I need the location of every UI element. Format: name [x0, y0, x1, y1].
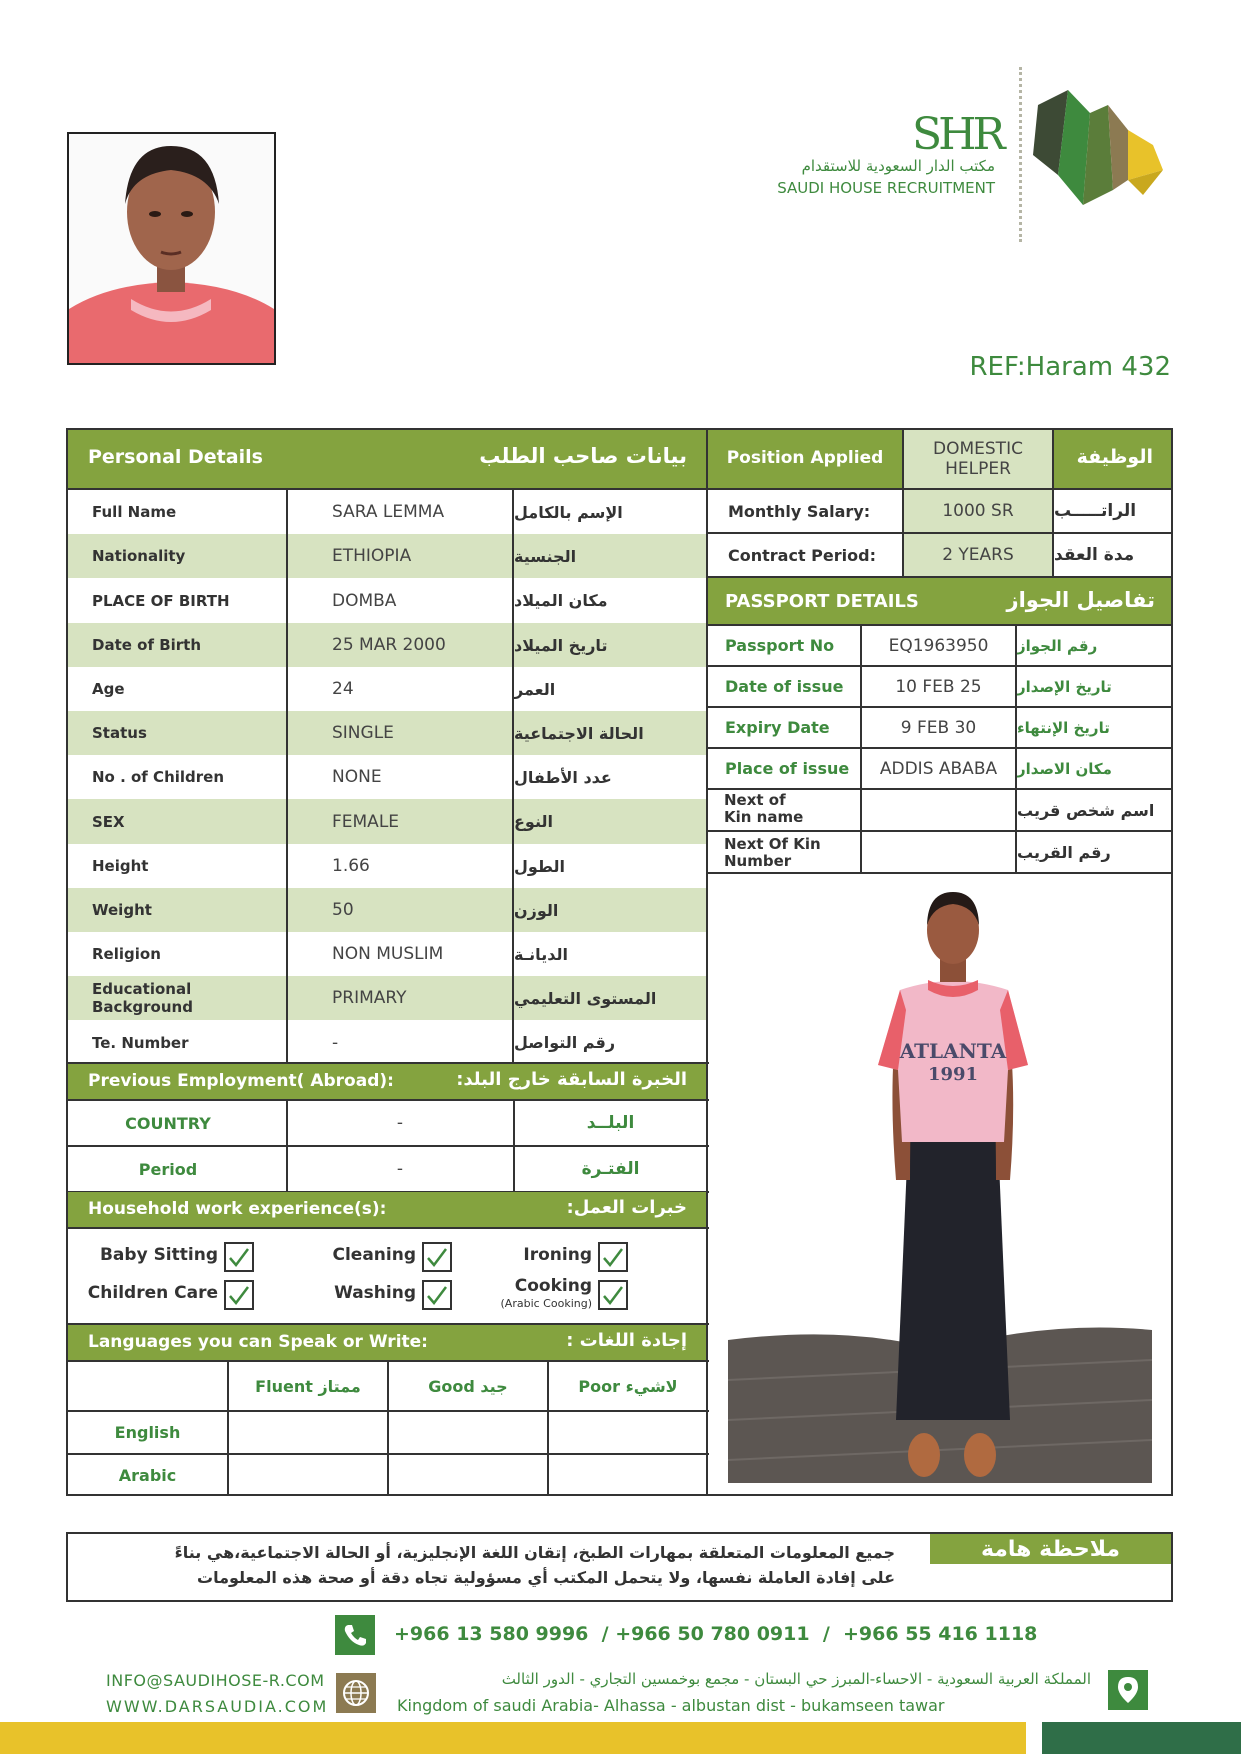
- language-level-header: Good جيد: [428, 1376, 508, 1396]
- divider: [387, 1360, 389, 1496]
- position-value: DOMESTIC HELPER: [933, 439, 1023, 479]
- language-level-cell[interactable]: [549, 1412, 707, 1453]
- personal-row-arabic: العمر: [514, 679, 556, 699]
- passport-row-arabic: مكان الاصدار: [1017, 759, 1112, 778]
- personal-row-value: 25 MAR 2000: [288, 623, 512, 667]
- globe-icon: [336, 1673, 376, 1713]
- skill-sublabel: (Arabic Cooking): [500, 1297, 592, 1310]
- kin-name-label-line1: Next of: [724, 791, 786, 809]
- passport-title: PASSPORT DETAILS: [725, 591, 919, 612]
- passport-row-label: Date of issue: [725, 677, 844, 696]
- divider: [66, 1227, 709, 1229]
- household-header: [68, 1192, 707, 1227]
- divider: [286, 488, 288, 1064]
- skill-label: Children Care: [87, 1283, 218, 1303]
- passport-row-arabic: تاريخ الإنتهاء: [1017, 718, 1110, 737]
- personal-row-label: Weight: [68, 888, 286, 932]
- personal-row-arabic: المستوى التعليمي: [514, 976, 707, 1020]
- language-level-header: Poor لاشيء: [578, 1376, 678, 1396]
- kin-name-arabic: اسم شخص قريب: [1017, 800, 1155, 820]
- passport-row-label: Place of issue: [725, 759, 850, 778]
- checkmark-icon: [228, 1246, 250, 1268]
- personal-row-label: Age: [92, 680, 125, 698]
- position-label-cell: [708, 430, 902, 488]
- checkmark-icon: [602, 1284, 624, 1306]
- logo-emblem: [1028, 85, 1178, 225]
- skill-checkbox[interactable]: [224, 1242, 254, 1272]
- salary-label: Monthly Salary:: [728, 501, 871, 521]
- skill-label: Cooking: [514, 1276, 592, 1296]
- divider: [706, 872, 1173, 874]
- language-level-cell[interactable]: [389, 1455, 547, 1496]
- kin-number-label: [724, 836, 821, 870]
- personal-row-label: Religion: [92, 945, 161, 963]
- personal-row-value: FEMALE: [288, 799, 512, 844]
- contract-arabic: مدة العقد: [1054, 545, 1135, 565]
- position-label: Position Applied: [726, 448, 884, 468]
- personal-row-value: NONE: [332, 767, 382, 787]
- employment-row-arabic: البلــد: [586, 1113, 635, 1133]
- personal-row-arabic: تاريخ الميلاد: [514, 623, 707, 667]
- passport-header: [708, 578, 1171, 624]
- checkmark-icon: [602, 1246, 624, 1268]
- employment-row-label: Period: [138, 1159, 198, 1179]
- personal-row-label: SEX: [68, 799, 286, 844]
- personal-row-label: Nationality: [68, 534, 286, 578]
- skill-label: Ironing: [523, 1245, 592, 1265]
- shirt-print-line1: ATLANTA: [899, 1039, 1007, 1063]
- company-name-arabic: مكتب الدار السعودية للاستقدام: [801, 157, 995, 175]
- checkmark-icon: [228, 1284, 250, 1306]
- footer-bar-yellow: [0, 1722, 1026, 1754]
- household-title-arabic: خبرات العمل:: [566, 1197, 687, 1218]
- previous-employment-header: [68, 1064, 707, 1099]
- position-arabic-cell: [1054, 430, 1171, 488]
- personal-row-label: Height: [92, 857, 149, 875]
- languages-title-arabic: إجادة اللغات :: [566, 1330, 687, 1351]
- passport-row-value: ADDIS ABABA: [879, 758, 998, 779]
- address-arabic: المملكة العربية السعودية - الاحساء-المبرز حي البستان - مجمع بوخمسين التجاري - الدور الثالث: [501, 1670, 1091, 1688]
- salary-value: 1000 SR: [904, 490, 1052, 532]
- position-arabic: الوظيفة: [1076, 446, 1153, 468]
- personal-row-arabic: الديانـة: [514, 944, 568, 964]
- employment-row-value: -: [396, 1159, 404, 1179]
- language-level-cell[interactable]: [389, 1412, 547, 1453]
- employment-row-value: -: [396, 1113, 404, 1133]
- personal-row-arabic: الإسم بالكامل: [514, 502, 623, 522]
- previous-employment-title: Previous Employment( Abroad):: [88, 1071, 394, 1091]
- personal-row-label: Date of Birth: [68, 623, 286, 667]
- kin-name-label: [724, 792, 803, 826]
- personal-row-label: Te. Number: [92, 1033, 189, 1052]
- personal-row-value: DOMBA: [332, 590, 397, 611]
- personal-row-label: Full Name: [92, 503, 177, 521]
- contract-value: 2 YEARS: [904, 534, 1052, 576]
- personal-row-arabic: الجنسية: [514, 534, 707, 578]
- shirt-print-line2: 1991: [927, 1064, 979, 1085]
- skill-checkbox[interactable]: [598, 1242, 628, 1272]
- previous-employment-title-arabic: الخبرة السابقة خارج البلد:: [456, 1069, 687, 1090]
- language-level-cell[interactable]: [229, 1412, 387, 1453]
- personal-row-arabic: مكان الميلاد: [514, 591, 608, 610]
- divider: [512, 488, 514, 1064]
- divider: [513, 1099, 515, 1191]
- company-logo: [777, 65, 1180, 245]
- household-title: Household work experience(s):: [88, 1199, 387, 1219]
- personal-row-arabic: الوزن: [514, 888, 707, 932]
- personal-row-value: 24: [332, 679, 354, 699]
- skill-checkbox[interactable]: [422, 1280, 452, 1310]
- note-line-2: على إفادة العاملة نفسها، ولا يتحمل المكتب أي مسؤولية تجاه دقة أو صحة هذه المعلومات: [197, 1568, 895, 1587]
- divider: [227, 1360, 229, 1496]
- language-level-header: Fluent ممتاز: [255, 1376, 361, 1396]
- personal-row-value: 1.66: [332, 856, 370, 876]
- languages-title: Languages you can Speak or Write:: [88, 1332, 428, 1352]
- note-title-cell: [930, 1534, 1171, 1564]
- divider: [860, 624, 862, 872]
- position-value-cell: [904, 430, 1052, 488]
- personal-row-label: Educational Background: [68, 976, 286, 1020]
- logo-abbreviation: SHR: [912, 109, 1002, 160]
- divider: [286, 1099, 288, 1191]
- kin-number-label-line2: Number: [724, 852, 792, 870]
- employment-row-arabic: الفتـرة: [581, 1159, 640, 1179]
- personal-details-header: [68, 430, 707, 488]
- skill-checkbox[interactable]: [598, 1280, 628, 1310]
- kin-number-arabic: رقم القريب: [1017, 842, 1111, 862]
- kin-name-label-line2: Kin name: [724, 808, 804, 826]
- note-title: ملاحظة هامة: [980, 1536, 1121, 1562]
- website: WWW.DARSAUDIA.COM: [106, 1697, 329, 1716]
- personal-row-label: No . of Children: [92, 768, 225, 786]
- checkmark-icon: [426, 1246, 448, 1268]
- skill-label: Baby Sitting: [99, 1245, 218, 1265]
- personal-row-arabic: الحالة الاجتماعية: [514, 711, 707, 755]
- personal-row-arabic: رقم التواصل: [514, 1033, 616, 1052]
- company-name-english: SAUDI HOUSE RECRUITMENT: [777, 179, 995, 197]
- personal-row-value: 50: [288, 888, 512, 932]
- languages-header: [68, 1325, 707, 1360]
- divider: [547, 1360, 549, 1496]
- passport-row-value: 10 FEB 25: [895, 676, 982, 697]
- full-body-photo: [728, 880, 1152, 1483]
- passport-row-arabic: رقم الجواز: [1017, 636, 1098, 655]
- location-pin-icon: [1108, 1670, 1148, 1710]
- language-name: Arabic: [118, 1466, 177, 1485]
- salary-arabic: الراتـــــب: [1054, 501, 1137, 521]
- personal-row-value: -: [332, 1032, 339, 1053]
- divider: [1015, 624, 1017, 872]
- checkmark-icon: [426, 1284, 448, 1306]
- phone-icon: [335, 1615, 375, 1655]
- email: INFO@SAUDIHOSE-R.COM: [106, 1671, 325, 1690]
- personal-row-value: SINGLE: [288, 711, 512, 755]
- personal-row-arabic: عدد الأطفال: [514, 767, 612, 787]
- personal-row-value: SARA LEMMA: [332, 502, 445, 522]
- skill-checkbox[interactable]: [422, 1242, 452, 1272]
- address-english: Kingdom of saudi Arabia- Alhassa - albustan dist - bukamseen tawar: [397, 1696, 945, 1715]
- personal-details-title: Personal Details: [88, 446, 263, 468]
- personal-row-label: PLACE OF BIRTH: [92, 591, 230, 610]
- personal-row-value: ETHIOPIA: [288, 534, 512, 578]
- language-level-cell[interactable]: [549, 1455, 707, 1496]
- reference-number: REF:Haram 432: [969, 352, 1171, 382]
- personal-row-arabic: الطول: [514, 856, 565, 876]
- language-level-cell[interactable]: [229, 1455, 387, 1496]
- personal-row-value: PRIMARY: [288, 976, 512, 1020]
- phone-numbers: +966 13 580 9996 / +966 50 780 0911 / +966 55 416 1118: [394, 1623, 1038, 1645]
- language-name: English: [114, 1423, 181, 1442]
- passport-title-arabic: تفاصيل الجواز: [1006, 588, 1155, 612]
- skill-label: Cleaning: [332, 1245, 416, 1265]
- kin-number-label-line1: Next Of Kin: [724, 835, 821, 853]
- passport-row-label: Passport No: [725, 636, 835, 655]
- note-line-1: جميع المعلومات المتعلقة بمهارات الطبخ، إتقان اللغة الإنجليزية، أو الحالة الاجتماعية،هي بناءً: [174, 1543, 895, 1562]
- skill-label: Washing: [334, 1283, 416, 1303]
- contract-label: Contract Period:: [728, 545, 876, 565]
- passport-row-value: 9 FEB 30: [900, 717, 977, 738]
- portrait-photo: [67, 132, 276, 365]
- logo-divider: [1019, 67, 1022, 242]
- personal-row-label: Status: [68, 711, 286, 755]
- personal-row-value: NON MUSLIM: [332, 944, 444, 964]
- personal-details-title-arabic: بيانات صاحب الطلب: [479, 444, 687, 468]
- personal-row-arabic: النوع: [514, 799, 707, 844]
- skill-checkbox[interactable]: [224, 1280, 254, 1310]
- passport-row-label: Expiry Date: [725, 718, 830, 737]
- passport-row-value: EQ1963950: [888, 635, 989, 656]
- passport-row-arabic: تاريخ الإصدار: [1017, 677, 1112, 696]
- employment-row-label: COUNTRY: [125, 1113, 211, 1133]
- footer-bar-green: [1042, 1722, 1241, 1754]
